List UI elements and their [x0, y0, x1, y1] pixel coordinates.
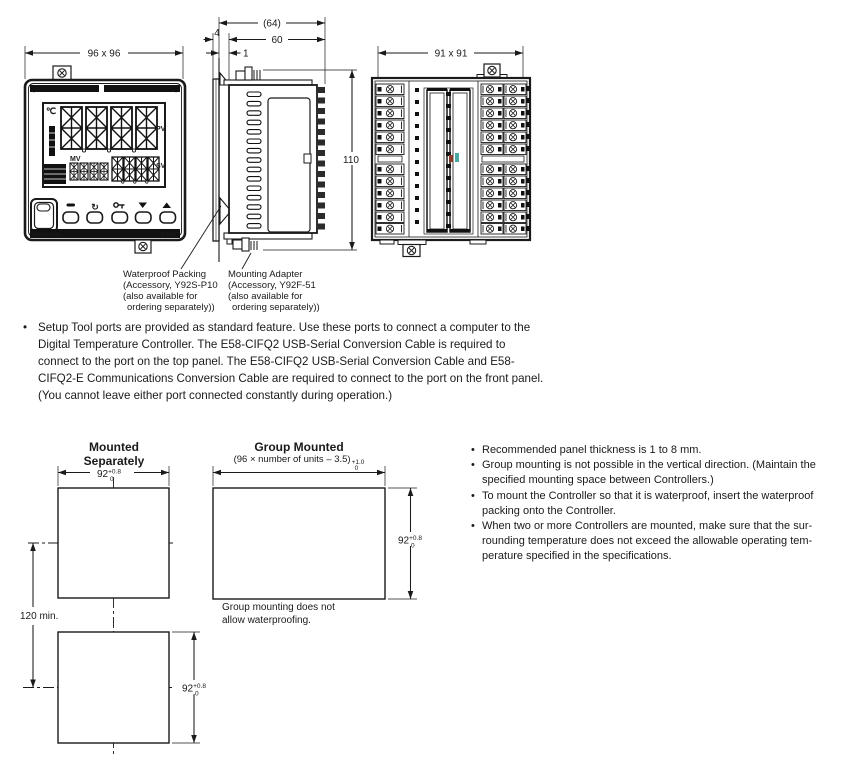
up-key: [160, 212, 176, 223]
model-label: E5AC: [160, 232, 179, 239]
side-view: [181, 17, 365, 269]
sv-digit: [124, 157, 135, 181]
level-key-icon: [67, 204, 76, 207]
rear-view: [372, 46, 530, 257]
mv-digit: [90, 163, 98, 180]
vertical-spacing-dimension: 120 min.: [20, 611, 59, 622]
mounting-adapter-label: Mounting Adapter (Accessory, Y92F-51 (also available for ordering separately)): [228, 269, 320, 313]
mounted-separately-diagram: [20, 466, 209, 755]
sv-digit: [112, 157, 123, 181]
pv-digit: [61, 107, 82, 149]
sv-label: SV: [156, 163, 166, 170]
side-total-depth-dimension: (64): [263, 18, 281, 30]
terminal-teeth: [317, 87, 325, 230]
group-cutout-height-dimension: $92^{+0.8}$ 0: [398, 535, 422, 550]
pv-label: PV: [156, 126, 166, 133]
mounting-notes: [471, 443, 854, 565]
note-item: • Group mounting is not possible in the vertical direction. (Maintain the specified mounting space between Controllers.): [471, 459, 816, 487]
side-body-depth-dimension: 60: [271, 35, 283, 46]
setup-port-door: [31, 199, 57, 232]
setup-tool-note: • Setup Tool ports are provided as standard feature. Use these ports to connect a computer to the Digital Temperature Controller. The E58-CIFQ2 USB-Serial Conversion Cable is required to connect to the port on the top panel. The E58-CIFQ2 USB-Serial Conversion Cable and E58- CIFQ2-E Communications Conversion Cable are required to connect to the port on the front panel. (You cannot leave either port connected constantly during operation.): [23, 321, 544, 402]
display-window: [43, 103, 166, 187]
mv-digit: [100, 163, 108, 180]
cutout-width-dimension: $92^{+0.8}$ 0: [97, 468, 121, 483]
cover-latch: [304, 154, 311, 163]
mode-key: [87, 212, 103, 223]
panel-cutout-square-2: [58, 632, 169, 743]
down-key: [136, 212, 152, 223]
front-width-dimension: 96 x 96: [87, 48, 121, 60]
shift-key: [112, 212, 128, 223]
note-item: • To mount the Controller so that it is waterproof, insert the waterproof packing onto the Controller.: [471, 489, 814, 517]
bullet-marker: •: [471, 520, 475, 533]
rear-width-dimension: 91 x 91: [434, 48, 468, 60]
pv-digit: [86, 107, 107, 149]
side-height-dimension: 110: [343, 155, 359, 166]
waterproof-packing-label: Waterproof Packing (Accessory, Y92S-P10 (also available for ordering separately)): [123, 269, 218, 313]
mv-digit: [70, 163, 78, 180]
bullet-marker: •: [471, 459, 475, 472]
side-gap-dimension: 1: [243, 48, 249, 60]
bullet-marker: •: [471, 489, 475, 502]
vent-slots: [247, 92, 261, 228]
top-adapter-screw: [236, 67, 260, 80]
rear-center-connectors: [415, 88, 473, 234]
mounting-adapter-leader: [242, 253, 251, 269]
bullet-marker: •: [471, 444, 475, 456]
center-artifact-red: [449, 155, 453, 162]
pv-digit: [136, 107, 157, 149]
note-item: • Recommended panel thickness is 1 to 8 mm.: [471, 443, 854, 458]
side-bezel-depth-dimension: 4: [214, 28, 220, 39]
pv-digit: [111, 107, 132, 149]
bullet-marker: •: [23, 321, 28, 334]
group-cutout-rect: [213, 488, 385, 599]
bottom-adapter-screw: [227, 238, 257, 251]
front-view: [25, 46, 185, 253]
brand-logo: OMRON: [32, 231, 61, 239]
note-item: • When two or more Controllers are mounted, make sure that the sur- rounding temperature does not exceed the allowable operating tem- perature specified in the specifications.: [471, 520, 813, 563]
cutout-height-dimension: $92^{+0.8}$ 0: [182, 683, 206, 698]
level-key: [63, 212, 79, 223]
group-mounted-formula: (96 × number of units – 3.5) +1.0 0: [233, 454, 365, 472]
side-cover-panel: [268, 98, 310, 232]
mode-key-icon: ↻: [91, 202, 99, 212]
mounted-separately-title: Mounted Separately: [83, 440, 145, 468]
group-mounted-caption: Group mounting does not allow waterproofing.: [222, 602, 335, 626]
celsius-indicator: ℃: [46, 106, 57, 116]
mv-label: MV: [70, 156, 81, 163]
sv-digit: [136, 157, 147, 181]
center-artifact-teal: [455, 153, 459, 162]
group-mounted-heading: [213, 440, 385, 472]
panel-cutout-square-1: [58, 488, 169, 598]
group-mounted-diagram: [213, 466, 426, 599]
mv-digit: [80, 163, 88, 180]
group-mounted-title: Group Mounted: [254, 440, 344, 454]
